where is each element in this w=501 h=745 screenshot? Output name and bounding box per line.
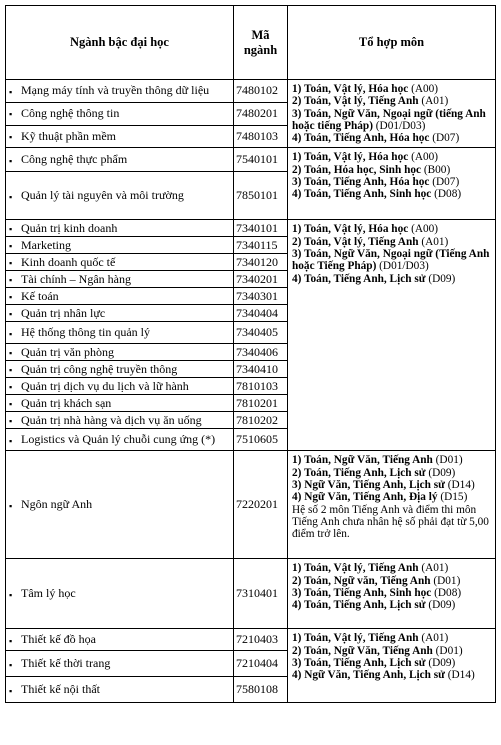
combo-subjects: 1) Toán, Vật lý, Hóa học — [292, 83, 409, 95]
major-code: 7810202 — [234, 412, 288, 429]
major-name: Ngôn ngữ Anh — [21, 497, 93, 512]
bullet-icon: ▪ — [9, 500, 13, 511]
combo-subjects: 2) Toán, Vật lý, Tiếng Anh — [292, 95, 419, 108]
combo-line — [292, 236, 491, 248]
combo-subjects: 2) Toán, Tiếng Anh, Lịch sử — [292, 466, 426, 479]
major-code: 7850101 — [234, 172, 288, 220]
combo-code: (A00) — [411, 223, 439, 236]
major-code: 7810103 — [234, 378, 288, 395]
combo-line — [292, 83, 491, 95]
table-row — [6, 148, 496, 172]
table-row — [6, 220, 496, 237]
bullet-icon: ▪ — [9, 348, 13, 359]
bullet-icon: ▪ — [9, 258, 13, 269]
bullet-icon: ▪ — [9, 292, 13, 303]
major-code: 7310401 — [234, 559, 288, 629]
bullet-icon: ▪ — [9, 191, 13, 202]
combo-line — [292, 491, 491, 503]
major-name: Tài chính – Ngân hàng — [21, 271, 131, 286]
combo-line — [292, 632, 491, 644]
combo-code: (D01) — [433, 574, 461, 587]
combo-line — [292, 454, 491, 466]
combo-code: (D14) — [447, 479, 475, 492]
combo-line — [292, 151, 491, 163]
combo-subjects: 3) Toán, Tiếng Anh, Hóa học — [292, 176, 430, 189]
combo-line — [292, 587, 491, 599]
combo-subjects: 3) Toán, Tiếng Anh, Lịch sử — [292, 657, 426, 670]
table-row — [6, 559, 496, 629]
major-name: Quản trị nhà hàng và dịch vụ ăn uống — [21, 412, 202, 427]
major-code: 7340410 — [234, 361, 288, 378]
subject-combos-cell — [288, 629, 496, 703]
combo-subjects: 3) Toán, Ngữ Văn, Ngoại ngữ (Tiếng Anh hoặc Tiếng Pháp) — [292, 248, 490, 273]
bullet-icon: ▪ — [9, 328, 13, 339]
combo-subjects: 4) Toán, Tiếng Anh, Lịch sử — [292, 272, 426, 285]
major-name-cell — [6, 361, 234, 378]
major-code: 7340201 — [234, 271, 288, 288]
major-name-cell — [6, 288, 234, 305]
combo-code: (D09) — [428, 466, 456, 479]
combo-subjects: 3) Toán, Ngữ Văn, Ngoại ngữ (tiếng Anh hoặc tiếng Pháp) — [292, 107, 486, 132]
header-code: Mã ngành — [234, 6, 288, 80]
combo-line — [292, 188, 491, 200]
combo-code: (D07) — [432, 132, 460, 145]
subject-combos-cell — [288, 220, 496, 451]
combo-code: (D01/D03) — [375, 119, 426, 132]
bullet-icon: ▪ — [9, 365, 13, 376]
combo-line — [292, 273, 491, 285]
major-name: Thiết kế nội thất — [21, 682, 100, 697]
combo-code: (D09) — [428, 599, 456, 612]
major-name: Quản trị kinh doanh — [21, 220, 118, 235]
major-code: 7510605 — [234, 429, 288, 451]
major-code: 7480103 — [234, 125, 288, 148]
combo-line — [292, 248, 491, 273]
combo-line — [292, 164, 491, 176]
bullet-icon: ▪ — [9, 86, 13, 97]
combo-line — [292, 176, 491, 188]
combo-line — [292, 599, 491, 611]
bullet-icon: ▪ — [9, 109, 13, 120]
combo-subjects: 2) Toán, Ngữ văn, Tiếng Anh — [292, 574, 431, 587]
combo-line — [292, 645, 491, 657]
major-code: 7340301 — [234, 288, 288, 305]
major-name: Thiết kế thời trang — [21, 656, 111, 671]
admissions-table-page — [5, 5, 495, 703]
bullet-icon: ▪ — [9, 659, 13, 670]
combo-subjects: 1) Toán, Vật lý, Hóa học — [292, 151, 409, 164]
major-name-cell — [6, 172, 234, 220]
bullet-icon: ▪ — [9, 155, 13, 166]
major-name: Mạng máy tính và truyền thông dữ liệu — [21, 83, 210, 98]
combo-code: (D01/D03) — [379, 260, 429, 273]
major-code: 7480102 — [234, 80, 288, 103]
bullet-icon: ▪ — [9, 435, 13, 446]
combo-subjects: 1) Toán, Vật lý, Tiếng Anh — [292, 632, 419, 645]
header-major: Ngành bậc đại học — [6, 6, 234, 80]
major-name-cell — [6, 237, 234, 254]
major-name: Công nghệ thực phẩm — [21, 152, 128, 167]
major-name: Logistics và Quản lý chuỗi cung ứng (*) — [21, 432, 216, 447]
major-name-cell — [6, 629, 234, 651]
combo-subjects: 3) Toán, Tiếng Anh, Sinh học — [292, 587, 432, 600]
major-name: Quản trị dịch vụ du lịch và lữ hành — [21, 378, 189, 393]
combo-line — [292, 223, 491, 235]
major-name: Thiết kế đồ họa — [21, 632, 96, 647]
combo-line — [292, 132, 491, 144]
major-name-cell — [6, 429, 234, 451]
bullet-icon: ▪ — [9, 416, 13, 427]
combo-code: (A00) — [411, 83, 439, 95]
table-row — [6, 629, 496, 651]
major-name: Quản trị nhân lực — [21, 305, 106, 320]
bullet-icon: ▪ — [9, 589, 13, 600]
combo-subjects: 2) Toán, Hóa học, Sinh học — [292, 163, 422, 176]
combo-code: (D01) — [435, 644, 463, 657]
combo-line — [292, 575, 491, 587]
major-name: Quản lý tài nguyên và môi trường — [21, 188, 184, 203]
major-name: Kỹ thuật phần mềm — [21, 129, 116, 144]
combo-subjects: 4) Toán, Tiếng Anh, Lịch sử — [292, 599, 426, 612]
subject-combos-cell — [288, 559, 496, 629]
major-name-cell — [6, 254, 234, 271]
major-code: 7340101 — [234, 220, 288, 237]
major-name-cell — [6, 102, 234, 125]
admissions-table — [5, 5, 496, 703]
combo-subjects: 4) Toán, Tiếng Anh, Sinh học — [292, 188, 432, 201]
combo-line — [292, 669, 491, 681]
major-name: Kế toán — [21, 288, 59, 303]
major-name: Marketing — [21, 237, 71, 252]
major-name: Tâm lý học — [21, 586, 76, 601]
combo-subjects: 1) Toán, Vật lý, Hóa học — [292, 223, 409, 236]
major-code: 7340115 — [234, 237, 288, 254]
combo-subjects: 4) Ngữ Văn, Tiếng Anh, Địa lý — [292, 491, 438, 504]
combo-code: (D15) — [440, 491, 468, 504]
combo-subjects: 1) Toán, Ngữ Văn, Tiếng Anh — [292, 454, 433, 467]
major-name-cell — [6, 677, 234, 703]
major-name-cell — [6, 305, 234, 322]
major-name-cell — [6, 322, 234, 344]
subject-combos-cell — [288, 80, 496, 148]
major-name: Công nghệ thông tin — [21, 106, 120, 121]
major-name-cell — [6, 220, 234, 237]
major-name-cell — [6, 148, 234, 172]
major-code: 7340405 — [234, 322, 288, 344]
combo-code: (B00) — [423, 163, 451, 176]
major-code: 7210404 — [234, 651, 288, 677]
combo-code: (D08) — [434, 587, 462, 600]
major-name-cell — [6, 271, 234, 288]
combo-code: (D01) — [435, 454, 463, 467]
combo-line — [292, 657, 491, 669]
bullet-icon: ▪ — [9, 224, 13, 235]
bullet-icon: ▪ — [9, 685, 13, 696]
major-code: 7810201 — [234, 395, 288, 412]
bullet-icon: ▪ — [9, 309, 13, 320]
combo-subjects: 4) Ngữ Văn, Tiếng Anh, Lịch sử — [292, 669, 445, 682]
combo-code: (A01) — [421, 235, 449, 248]
combo-code: (D07) — [432, 176, 460, 189]
major-name-cell — [6, 344, 234, 361]
bullet-icon: ▪ — [9, 399, 13, 410]
major-code: 7340406 — [234, 344, 288, 361]
english-score-note: Hệ số 2 môn Tiếng Anh và điểm thi môn Tiếng Anh chưa nhân hệ số phải đạt từ 5,00 điểm trở lên. — [292, 503, 489, 541]
major-name-cell — [6, 378, 234, 395]
combo-code: (D14) — [447, 669, 475, 682]
combo-code: (D09) — [428, 272, 456, 285]
bullet-icon: ▪ — [9, 382, 13, 393]
combo-code: (A01) — [421, 95, 449, 108]
major-code: 7220201 — [234, 451, 288, 559]
major-code: 7340120 — [234, 254, 288, 271]
major-code: 7340404 — [234, 305, 288, 322]
major-name: Quản trị khách sạn — [21, 395, 112, 410]
bullet-icon: ▪ — [9, 275, 13, 286]
combo-subjects: 4) Toán, Tiếng Anh, Hóa học — [292, 132, 430, 145]
major-name: Quản trị công nghệ truyền thông — [21, 361, 178, 376]
bullet-icon: ▪ — [9, 241, 13, 252]
major-name: Quản trị văn phòng — [21, 344, 114, 359]
major-name-cell — [6, 125, 234, 148]
major-name-cell — [6, 395, 234, 412]
major-name-cell — [6, 80, 234, 103]
table-row — [6, 80, 496, 103]
major-name-cell — [6, 412, 234, 429]
combo-code: (D09) — [428, 657, 456, 670]
subject-combos-cell — [288, 451, 496, 559]
combo-code: (A01) — [421, 632, 449, 645]
major-name-cell — [6, 559, 234, 629]
combo-subjects: 1) Toán, Vật lý, Tiếng Anh — [292, 562, 419, 575]
major-code: 7480201 — [234, 102, 288, 125]
major-code: 7580108 — [234, 677, 288, 703]
subject-combos-cell — [288, 148, 496, 220]
combo-line — [292, 95, 491, 107]
table-row — [6, 451, 496, 559]
combo-line — [292, 479, 491, 491]
major-name: Hệ thống thông tin quản lý — [21, 325, 150, 340]
combo-subjects: 2) Toán, Ngữ Văn, Tiếng Anh — [292, 644, 433, 657]
combo-subjects: 3) Ngữ Văn, Tiếng Anh, Lịch sử — [292, 479, 445, 492]
bullet-icon: ▪ — [9, 635, 13, 646]
header-combos: Tổ hợp môn — [288, 6, 496, 80]
combo-code: (A00) — [411, 151, 439, 164]
combo-line — [292, 562, 491, 574]
table-body — [6, 80, 496, 703]
combo-code: (A01) — [421, 562, 449, 575]
combo-line — [292, 467, 491, 479]
major-name-cell — [6, 451, 234, 559]
bullet-icon: ▪ — [9, 132, 13, 143]
major-name: Kinh doanh quốc tế — [21, 254, 116, 269]
major-code: 7210403 — [234, 629, 288, 651]
combo-code: (D08) — [434, 188, 462, 201]
major-code: 7540101 — [234, 148, 288, 172]
combo-subjects: 2) Toán, Vật lý, Tiếng Anh — [292, 235, 419, 248]
major-name-cell — [6, 651, 234, 677]
combo-line — [292, 108, 491, 133]
